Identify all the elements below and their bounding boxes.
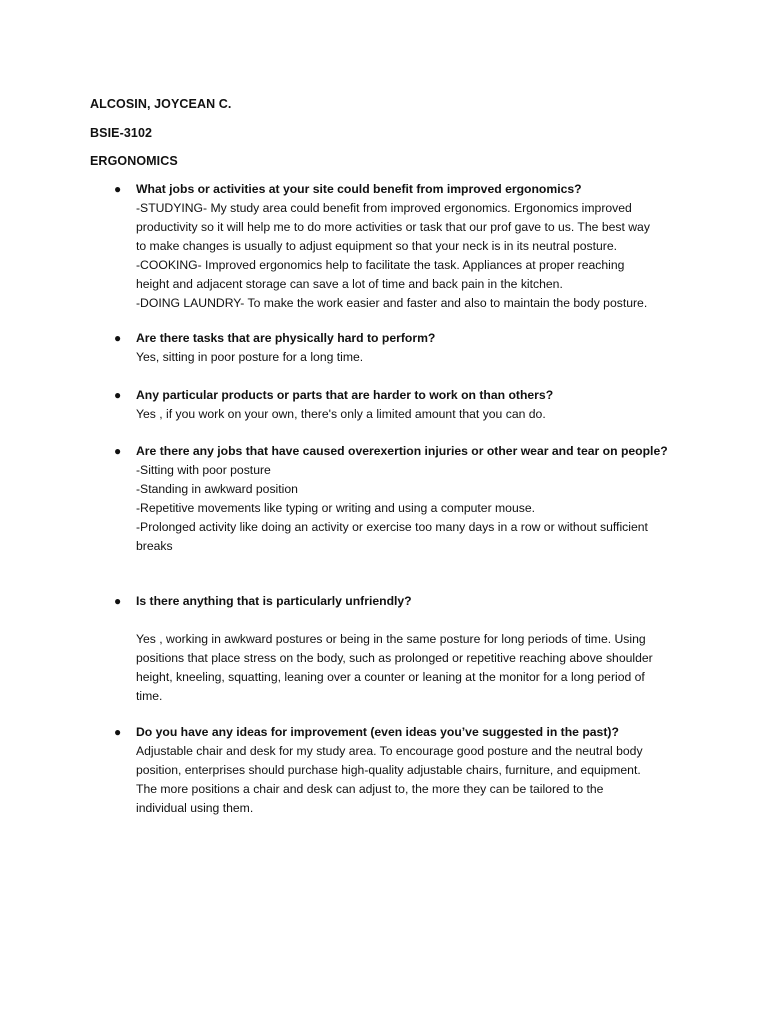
answer-line: position, enterprises should purchase high-quality adjustable chairs, furniture, and equipment.: [136, 763, 641, 777]
answer-line: -Repetitive movements like typing or writing and using a computer mouse.: [136, 501, 535, 515]
answer-line: -STUDYING- My study area could benefit from improved ergonomics. Ergonomics improved: [136, 201, 632, 215]
question-text: Are there any jobs that have caused overexertion injuries or other wear and tear on people?: [136, 444, 668, 458]
question-text: Are there tasks that are physically hard to perform?: [136, 331, 436, 345]
answer-spacer: [136, 611, 696, 630]
answer-line: The more positions a chair and desk can adjust to, the more they can be tailored to the: [136, 782, 604, 796]
question-text: What jobs or activities at your site could benefit from improved ergonomics?: [136, 182, 582, 196]
question-text: Is there anything that is particularly unfriendly?: [136, 594, 412, 608]
answer-line: -DOING LAUNDRY- To make the work easier and faster and also to maintain the body posture.: [136, 296, 648, 310]
bullet-icon: ●: [114, 725, 122, 739]
answer-line: individual using them.: [136, 801, 254, 815]
answer-line: positions that place stress on the body, such as prolonged or repetitive reaching above shoulder: [136, 651, 653, 665]
answer-line: -Prolonged activity like doing an activity or exercise too many days in a row or without sufficient: [136, 520, 648, 534]
answer-line: productivity so it will help me to do more activities or task that our prof gave to us. The best way: [136, 220, 650, 234]
answer-line: Yes, sitting in poor posture for a long time.: [136, 350, 364, 364]
bullet-icon: ●: [114, 331, 122, 345]
question-text: Do you have any ideas for improvement (even ideas you’ve suggested in the past)?: [136, 725, 619, 739]
answer-line: to make changes is usually to adjust equipment so that your neck is in its neutral posture.: [136, 239, 617, 253]
answer-line: height, kneeling, squatting, leaning over a counter or leaning at the monitor for a long period of: [136, 670, 645, 684]
answer-line: time.: [136, 689, 163, 703]
bullet-icon: ●: [114, 594, 122, 608]
bullet-icon: ●: [114, 182, 122, 196]
answer-line: -Sitting with poor posture: [136, 463, 271, 477]
answer-line: Adjustable chair and desk for my study area. To encourage good posture and the neutral body: [136, 744, 643, 758]
answer-line: -COOKING- Improved ergonomics help to facilitate the task. Appliances at proper reaching: [136, 258, 625, 272]
answer-line: -Standing in awkward position: [136, 482, 298, 496]
document-title: ERGONOMICS: [90, 154, 178, 168]
bullet-icon: ●: [114, 444, 122, 458]
answer-line: height and adjacent storage can save a lot of time and back pain in the kitchen.: [136, 277, 563, 291]
question-text: Any particular products or parts that are harder to work on than others?: [136, 388, 554, 402]
student-section: BSIE-3102: [90, 126, 153, 140]
answer-line: Yes , working in awkward postures or being in the same posture for long periods of time. Using: [136, 632, 646, 646]
bullet-icon: ●: [114, 388, 122, 402]
student-name: ALCOSIN, JOYCEAN C.: [90, 97, 232, 111]
answer-line: Yes , if you work on your own, there's only a limited amount that you can do.: [136, 407, 546, 421]
answer-line: breaks: [136, 539, 173, 553]
